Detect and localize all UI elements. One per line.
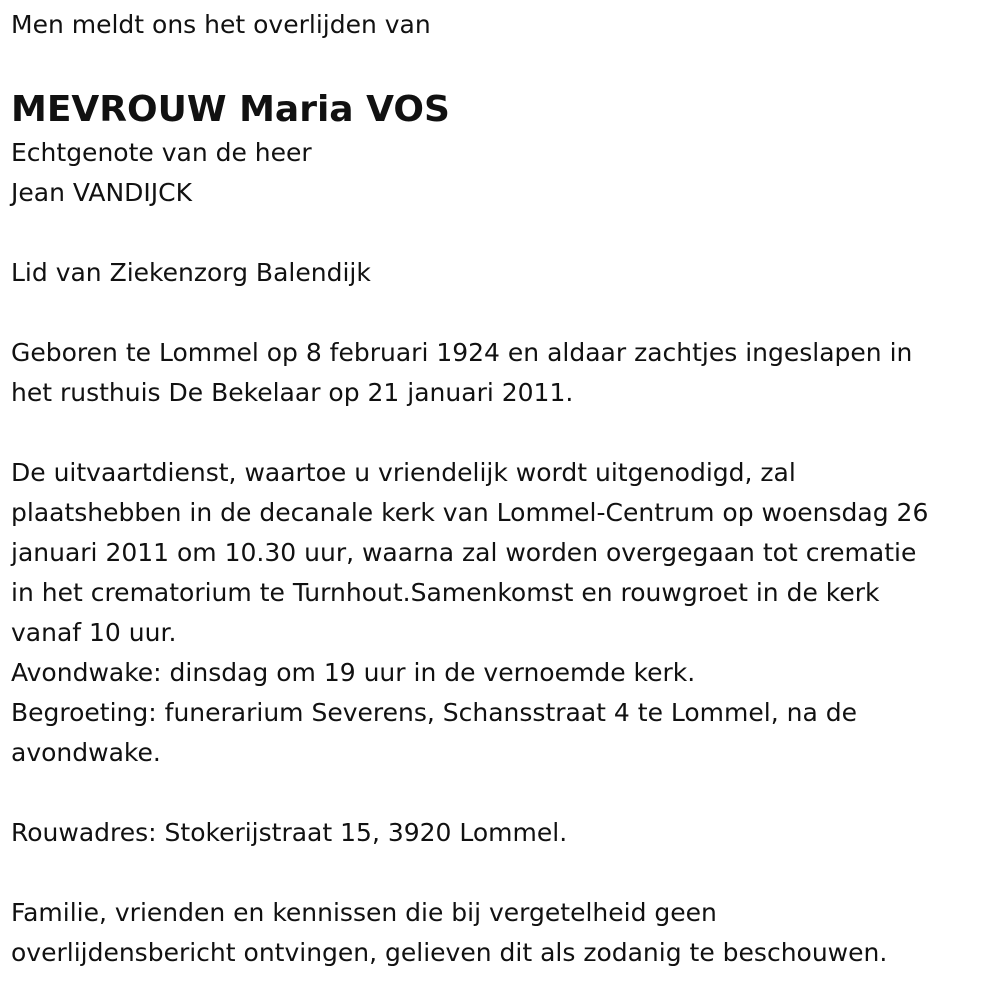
closing-line: overlijdensbericht ontvingen, gelieven dit als zodanig te beschouwen.	[11, 938, 888, 967]
closing-line: Familie, vrienden en kennissen die bij vergetelheid geen	[11, 898, 717, 927]
intro-text: Men meldt ons het overlijden van	[11, 10, 431, 39]
spacer	[11, 773, 991, 813]
spacer	[11, 213, 991, 253]
birth-death-line: het rusthuis De Bekelaar op 21 januari 2011.	[11, 378, 574, 407]
spacer	[11, 45, 991, 85]
mourning-address: Rouwadres: Stokerijstraat 15, 3920 Lommel.	[11, 818, 568, 847]
spacer	[11, 413, 991, 453]
service-line: plaatshebben in de decanale kerk van Lommel-Centrum op woensdag 26	[11, 498, 929, 527]
membership-text: Lid van Ziekenzorg Balendijk	[11, 258, 371, 287]
spacer	[11, 293, 991, 333]
service-line: in het crematorium te Turnhout.Samenkomst en rouwgroet in de kerk	[11, 578, 880, 607]
death-notice	[11, 0, 991, 973]
service-line: januari 2011 om 10.30 uur, waarna zal worden overgegaan tot crematie	[11, 538, 917, 567]
greeting-line: avondwake.	[11, 738, 161, 767]
greeting-line: Begroeting: funerarium Severens, Schansstraat 4 te Lommel, na de	[11, 698, 857, 727]
service-line: De uitvaartdienst, waartoe u vriendelijk wordt uitgenodigd, zal	[11, 458, 796, 487]
birth-death-line: Geboren te Lommel op 8 februari 1924 en aldaar zachtjes ingeslapen in	[11, 338, 913, 367]
spacer	[11, 853, 991, 893]
vigil-line: Avondwake: dinsdag om 19 uur in de vernoemde kerk.	[11, 658, 696, 687]
spouse-name: Jean VANDIJCK	[11, 178, 193, 207]
deceased-name: MEVROUW Maria VOS	[11, 89, 450, 130]
spouse-line: Echtgenote van de heer	[11, 138, 312, 167]
service-line: vanaf 10 uur.	[11, 618, 177, 647]
